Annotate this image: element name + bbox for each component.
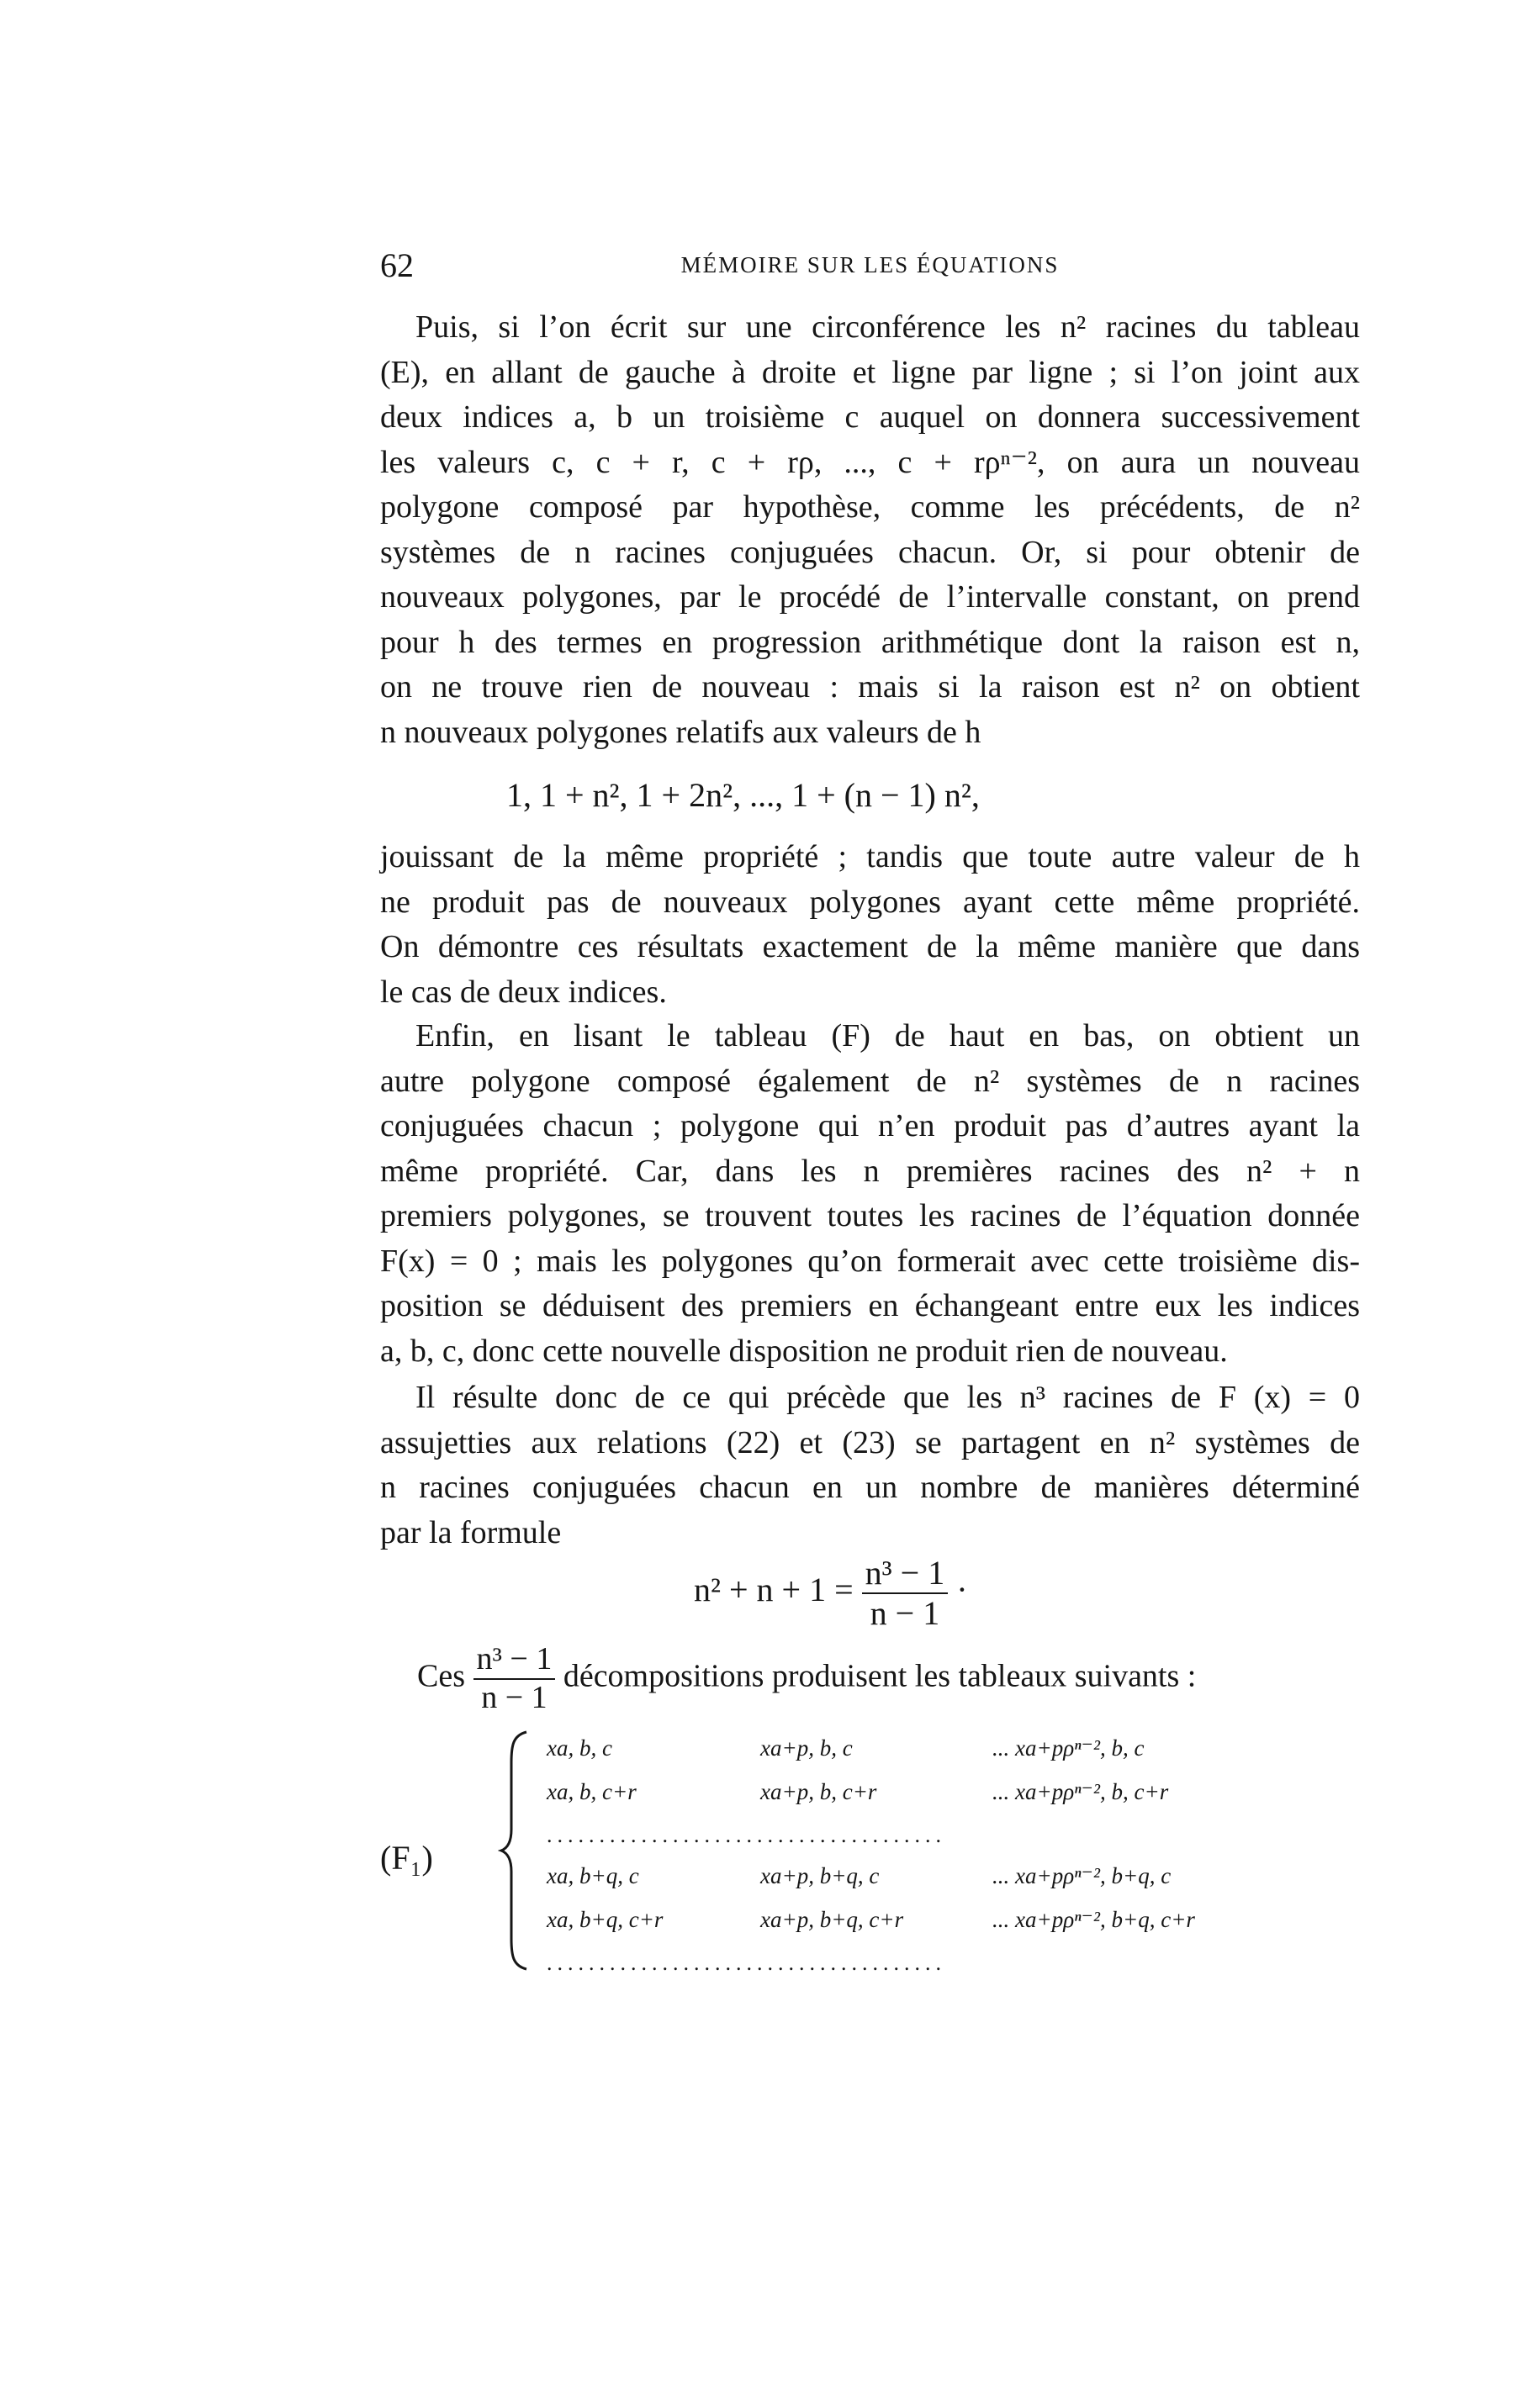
- text-line: ne produit pas de nouveaux polygones ayant cette même propriété.: [380, 884, 1360, 920]
- table-cell: xa, b+q, c: [547, 1863, 639, 1888]
- fraction: [862, 1554, 949, 1633]
- table-cell: xa+p, b, c+r: [760, 1779, 877, 1804]
- table-cell: xa, b+q, c+r: [547, 1907, 664, 1932]
- running-title: MÉMOIRE SUR LES ÉQUATIONS: [680, 252, 1060, 277]
- paragraph-1: [380, 305, 1360, 755]
- text-line: Il résulte donc de ce qui précède que les n³ racines de F (x) = 0: [415, 1380, 1360, 1415]
- fraction-denominator: n − 1: [481, 1679, 547, 1715]
- paragraph-4: [380, 1376, 1360, 1555]
- equation-h-values: 1, 1 + n², 1 + 2n², ..., 1 + (n − 1) n²,: [506, 776, 980, 814]
- text-line: position se déduisent des premiers en échangeant entre eux les indices: [380, 1288, 1360, 1323]
- equation-lhs: n² + n + 1 =: [694, 1571, 854, 1609]
- text-line: (E), en allant de gauche à droite et ligne par ligne ; si l’on joint aux: [380, 354, 1360, 390]
- text-line: par la formule: [380, 1514, 562, 1550]
- ces-line: [417, 1641, 1196, 1716]
- text-line: n nouveaux polygones relatifs aux valeurs de h: [380, 714, 981, 750]
- table-cell: xa+p, b, c: [760, 1735, 853, 1761]
- table-cell: xa+p, b+q, c+r: [760, 1907, 904, 1932]
- table-ellipsis-row: ......................................: [547, 1823, 946, 1847]
- equation-decomposition-count: [694, 1554, 968, 1633]
- text-line: Puis, si l’on écrit sur une circonférence les n² racines du tableau: [415, 309, 1360, 345]
- text-line: conjuguées chacun ; polygone qui n’en produit pas d’autres ayant la: [380, 1108, 1360, 1143]
- paragraph-2: [380, 835, 1360, 1015]
- text-line: on ne trouve rien de nouveau : mais si la raison est n² on obtient: [380, 669, 1360, 705]
- text-line: systèmes de n racines conjuguées chacun. Or, si pour obtenir de: [380, 534, 1360, 570]
- text-line: jouissant de la même propriété ; tandis que toute autre valeur de h: [380, 839, 1360, 874]
- table-label: (F₁): [380, 1839, 433, 1877]
- table-cell: ... xa+pρⁿ⁻², b, c+r: [992, 1779, 1169, 1804]
- text-line: même propriété. Car, dans les n premières racines des n² + n: [380, 1153, 1360, 1189]
- fraction: [473, 1641, 556, 1716]
- ces-prefix: Ces: [417, 1658, 465, 1694]
- table-cell: xa, b, c+r: [547, 1779, 637, 1804]
- text-line: n racines conjuguées chacun en un nombre de manières déterminé: [380, 1470, 1360, 1505]
- text-line: autre polygone composé également de n² systèmes de n racines: [380, 1063, 1360, 1099]
- fraction-numerator: n³ − 1: [473, 1641, 556, 1680]
- equation-end: ·: [956, 1571, 968, 1609]
- left-brace: [498, 1729, 532, 1972]
- fraction-denominator: n − 1: [870, 1594, 940, 1632]
- text-line: On démontre ces résultats exactement de la même manière que dans: [380, 929, 1360, 964]
- text-line: a, b, c, donc cette nouvelle disposition ne produit rien de nouveau.: [380, 1333, 1228, 1369]
- fraction-numerator: n³ − 1: [862, 1554, 949, 1594]
- text-line: polygone composé par hypothèse, comme les précédents, de n²: [380, 489, 1360, 525]
- text-line: deux indices a, b un troisième c auquel on donnera successivement: [380, 399, 1360, 435]
- text-line: les valeurs c, c + r, c + rρ, ..., c + rρⁿ⁻², on aura un nouveau: [380, 444, 1360, 480]
- table-cell: ... xa+pρⁿ⁻², b+q, c: [992, 1863, 1172, 1888]
- table-cell: ... xa+pρⁿ⁻², b, c: [992, 1735, 1145, 1761]
- page-header: [380, 246, 1360, 288]
- ces-rest: décompositions produisent les tableaux suivants :: [563, 1658, 1197, 1694]
- text-line: nouveaux polygones, par le procédé de l’intervalle constant, on prend: [380, 579, 1360, 615]
- table-cell: ... xa+pρⁿ⁻², b+q, c+r: [992, 1907, 1195, 1932]
- paragraph-3: [380, 1014, 1360, 1374]
- text-line: Enfin, en lisant le tableau (F) de haut en bas, on obtient un: [415, 1018, 1360, 1054]
- page-number: 62: [380, 246, 414, 284]
- text-line: le cas de deux indices.: [380, 974, 667, 1010]
- text-line: pour h des termes en progression arithmétique dont la raison est n,: [380, 624, 1360, 660]
- text-line: F(x) = 0 ; mais les polygones qu’on formerait avec cette troisième dis-: [380, 1243, 1360, 1279]
- table-ellipsis-row: ......................................: [547, 1951, 946, 1975]
- table-cell: xa+p, b+q, c: [760, 1863, 880, 1888]
- table-cell: xa, b, c: [547, 1735, 612, 1761]
- text-line: premiers polygones, se trouvent toutes les racines de l’équation donnée: [380, 1198, 1360, 1233]
- text-line: assujetties aux relations (22) et (23) se partagent en n² systèmes de: [380, 1424, 1360, 1460]
